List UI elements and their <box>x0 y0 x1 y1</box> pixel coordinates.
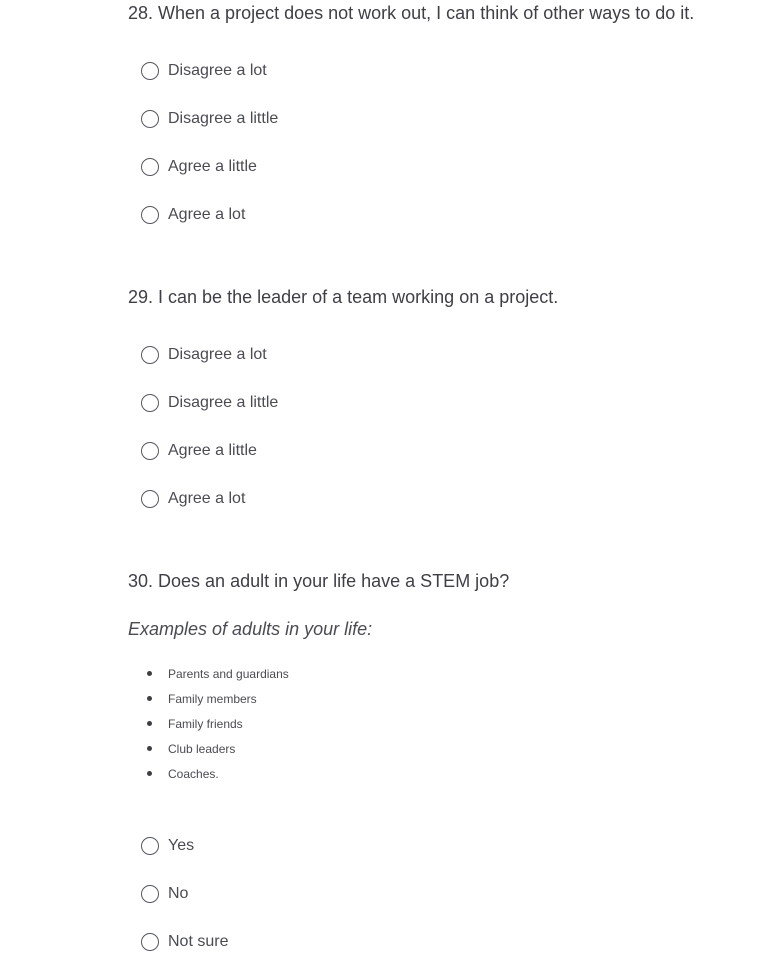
option-label: Not sure <box>168 933 229 950</box>
option-no[interactable] <box>141 882 541 906</box>
radio-button[interactable] <box>141 206 159 224</box>
option-label: Agree a little <box>168 158 257 175</box>
list-item <box>147 686 289 711</box>
bullet-icon <box>147 671 152 676</box>
radio-button[interactable] <box>141 490 159 508</box>
list-item <box>147 661 289 686</box>
bullet-icon <box>147 771 152 776</box>
option-label: No <box>168 885 189 902</box>
bullet-icon <box>147 696 152 701</box>
option-agree-a-little[interactable] <box>141 155 541 179</box>
radio-button[interactable] <box>141 885 159 903</box>
list-item-text: Parents and guardians <box>168 666 289 681</box>
question-description: Examples of adults in your life: <box>128 619 373 639</box>
bullet-icon <box>147 746 152 751</box>
option-disagree-a-little[interactable] <box>141 107 541 131</box>
list-item <box>147 711 289 736</box>
option-label: Disagree a little <box>168 394 279 411</box>
question-28 <box>128 1 758 25</box>
radio-button[interactable] <box>141 158 159 176</box>
question-title: 30. Does an adult in your life have a STEM job? <box>128 571 510 591</box>
option-label: Disagree a little <box>168 110 279 127</box>
radio-button[interactable] <box>141 62 159 80</box>
radio-button[interactable] <box>141 346 159 364</box>
option-disagree-a-lot[interactable] <box>141 59 541 83</box>
list-item-text: Family friends <box>168 716 243 731</box>
question-30 <box>128 569 758 593</box>
bullet-icon <box>147 721 152 726</box>
radio-button[interactable] <box>141 933 159 951</box>
list-item <box>147 736 289 761</box>
question-29-options <box>141 343 541 511</box>
option-not-sure[interactable] <box>141 930 541 954</box>
radio-button[interactable] <box>141 837 159 855</box>
option-agree-a-little[interactable] <box>141 439 541 463</box>
option-agree-a-lot[interactable] <box>141 487 541 511</box>
option-label: Yes <box>168 837 195 854</box>
question-29 <box>128 285 758 309</box>
option-label: Disagree a lot <box>168 62 267 79</box>
option-label: Agree a little <box>168 442 257 459</box>
option-disagree-a-lot[interactable] <box>141 343 541 367</box>
option-label: Agree a lot <box>168 490 246 507</box>
option-label: Agree a lot <box>168 206 246 223</box>
option-disagree-a-little[interactable] <box>141 391 541 415</box>
list-item-text: Family members <box>168 691 257 706</box>
radio-button[interactable] <box>141 394 159 412</box>
question-30-options <box>141 834 541 954</box>
question-title: 29. I can be the leader of a team working on a project. <box>128 287 559 307</box>
option-label: Disagree a lot <box>168 346 267 363</box>
radio-button[interactable] <box>141 442 159 460</box>
list-item-text: Club leaders <box>168 741 236 756</box>
radio-button[interactable] <box>141 110 159 128</box>
examples-list <box>147 661 289 786</box>
question-28-options <box>141 59 541 227</box>
list-item-text: Coaches. <box>168 766 219 781</box>
option-yes[interactable] <box>141 834 541 858</box>
question-title: 28. When a project does not work out, I can think of other ways to do it. <box>128 3 695 23</box>
list-item <box>147 761 289 786</box>
option-agree-a-lot[interactable] <box>141 203 541 227</box>
